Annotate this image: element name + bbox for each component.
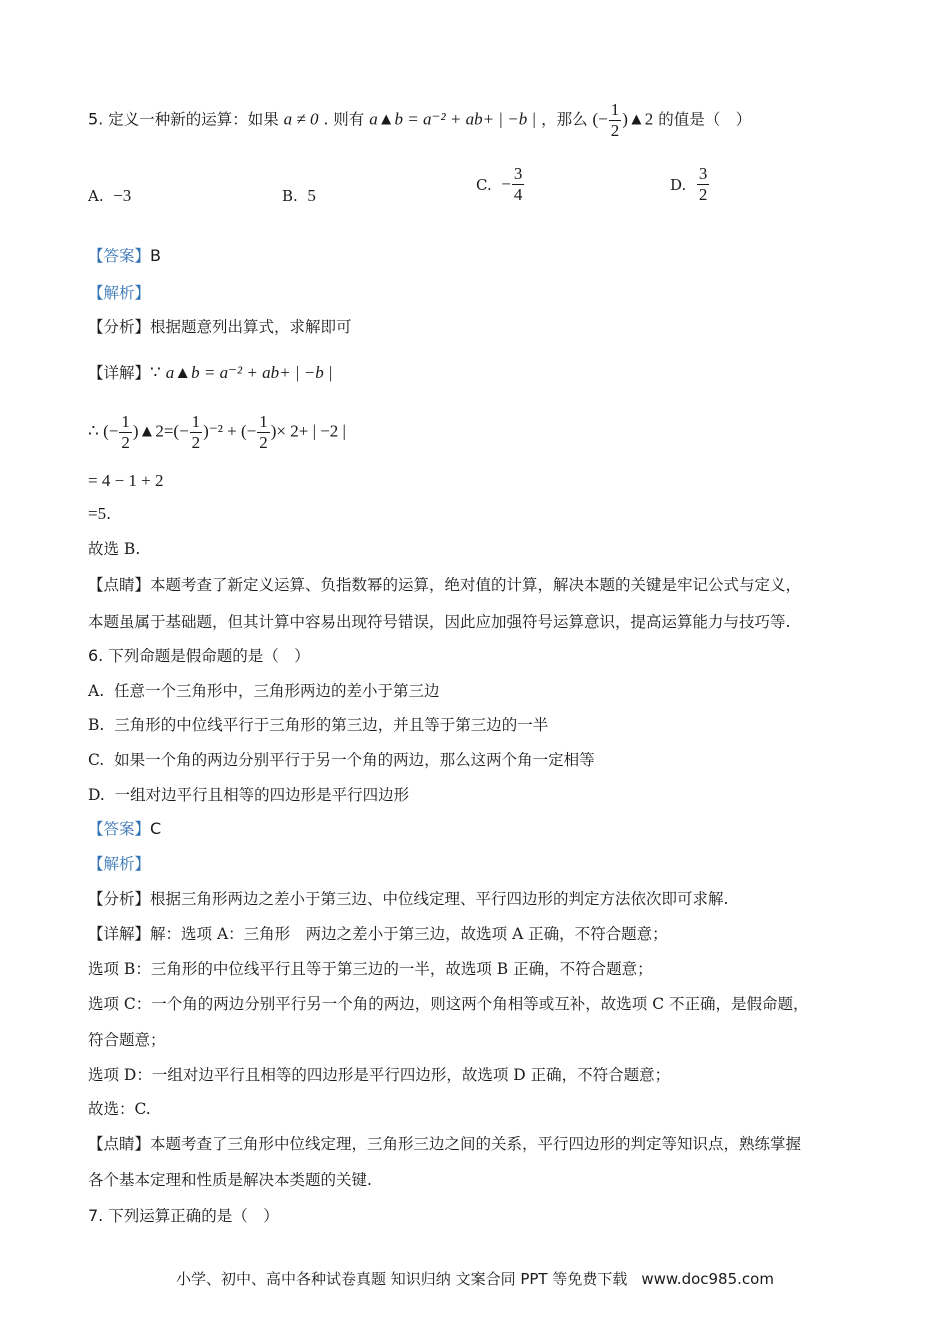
q5-answer — [88, 245, 161, 267]
q6-option-a: A. 任意一个三角形中，三角形两边的差小于第三边 — [88, 682, 440, 700]
q5-stem-c: ，那么 — [541, 110, 588, 129]
q5-option-a: A. −3 — [88, 186, 132, 205]
q6-analysis-tag: 【解析】 — [88, 855, 151, 873]
q5-stem-a: 定义一种新的运算：如果 — [108, 110, 279, 129]
q6-detail-a: 【详解】解：选项 A：三角形 两边之差小于第三边，故选项 A 正确，不符合题意； — [88, 925, 668, 943]
q5-option-d: D. $\frac{3}{2}$ — [670, 164, 708, 204]
page-footer — [0, 1268, 950, 1289]
q5-option-b: B. 5 — [282, 186, 316, 205]
q5-answer-letter: B — [150, 246, 161, 265]
q6-option-b: B. 三角形的中位线平行于三角形的第三边，并且等于第三边的一半 — [88, 716, 549, 734]
q5-half-fraction: $\frac{1}{2}$ — [610, 100, 620, 140]
q5-step1: ∴ (− $\frac{1}{2}$ )▲2=(− $\frac{1}{2}$ )⁻² + (− $\frac{1}{2}$ )× 2+ | −2 | — [88, 412, 346, 452]
q5-option-c: C. − $\frac{3}{4}$ — [476, 164, 523, 204]
q5-expr-tail: ▲2 — [627, 109, 654, 129]
q6-detail-d: 选项 D：一组对边平行且相等的四边形是平行四边形，故选项 D 正确，不符合题意； — [88, 1066, 671, 1084]
q6-detail-c2: 符合题意； — [88, 1031, 166, 1049]
q6-detail-c1: 选项 C：一个角的两边分别平行另一个角的两边，则这两个角相等或互补，故选项 C 不正确，是假命题， — [88, 995, 809, 1013]
q5-step2: = 4 − 1 + 2 — [88, 471, 164, 490]
q5-stem-b: . 则有 — [323, 110, 365, 129]
q6-answer: 【答案】C — [88, 819, 162, 838]
q7-stem: 7. 下列运算正确的是（ ） — [88, 1206, 279, 1225]
q6-option-c: C. 如果一个角的两边分别平行于另一个角的两边，那么这两个角一定相等 — [88, 751, 595, 769]
q5-definition: a▲b = a⁻² + ab+ | −b | — [369, 109, 537, 129]
q6-dianjing-2: 各个基本定理和性质是解决本类题的关键. — [88, 1171, 372, 1189]
q5-stem-d: 的值是（ ） — [658, 110, 752, 129]
q6-detail-b: 选项 B：三角形的中位线平行且等于第三边的一半，故选项 B 正确，不符合题意； — [88, 960, 653, 978]
q5-number: 5. — [88, 109, 104, 129]
footer-text: 小学、初中、高中各种试卷真题 知识归纳 文案合同 PPT 等免费下载 — [176, 1270, 628, 1288]
q5-detail: 【详解】∵ a▲b = a⁻² + ab+ | −b | — [88, 363, 333, 382]
q5-answer-tag: 【答案】 — [88, 247, 151, 265]
q5-analysis-tag: 【解析】 — [88, 284, 151, 302]
q5-stem: 5. 定义一种新的运算：如果 a ≠ 0 . 则有 a▲b = a⁻² + ab+ | −b | ，那么 (− $\frac{1}{2}$ )▲2 的值是（ ） — [88, 100, 752, 140]
q6-option-d: D. 一组对边平行且相等的四边形是平行四边形 — [88, 786, 410, 804]
q6-fenxi: 【分析】根据三角形两边之差小于第三边、中位线定理、平行四边形的判定方法依次即可求解. — [88, 890, 729, 908]
q5-fenxi: 【分析】根据题意列出算式，求解即可 — [88, 318, 352, 336]
q6-choose: 故选：C. — [88, 1100, 151, 1118]
q6-dianjing-1: 【点睛】本题考查了三角形中位线定理，三角形三边之间的关系，平行四边形的判定等知识点，熟练掌握 — [88, 1135, 802, 1153]
q5-dianjing-2: 本题虽属于基础题，但其计算中容易出现符号错误，因此应加强符号运算意识，提高运算能力与技巧等. — [88, 613, 791, 631]
footer-url[interactable]: www.doc985.com — [641, 1270, 774, 1288]
q5-choose: 故选 B. — [88, 540, 141, 558]
q5-step3: =5. — [88, 504, 112, 523]
q6-stem: 6. 下列命题是假命题的是（ ） — [88, 646, 310, 665]
q5-dianjing-1: 【点睛】本题考查了新定义运算、负指数幂的运算，绝对值的计算，解决本题的关键是牢记公式与定义， — [88, 576, 802, 594]
q5-condition: a ≠ 0 — [283, 109, 319, 129]
